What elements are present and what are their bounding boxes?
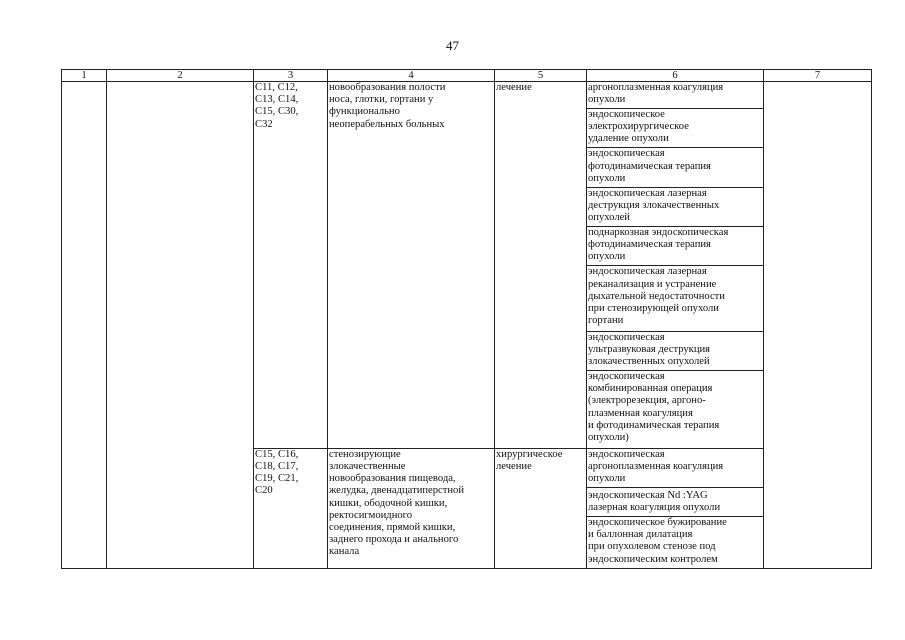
icd-codes-cell: С11, С12, С13, С14, С15, С30, С32 [254, 82, 328, 449]
method-cell: аргоноплазменная коагуляция опухоли [587, 82, 764, 109]
treatment-type-cell: лечение [495, 82, 587, 449]
method-cell: эндоскопическая Nd :YAG лазерная коагуляция опухоли [587, 488, 764, 517]
icd-codes-cell: С15, С16, С18, С17, С19, С21, С20 [254, 448, 328, 568]
column-number: 5 [495, 70, 587, 82]
method-cell: эндоскопическая комбинированная операция (электрорезекция, аргоно- плазменная коагуляция и фотодинамическая терапия опухоли) [587, 371, 764, 449]
method-cell: эндоскопическая ультразвуковая деструкция злокачественных опухолей [587, 331, 764, 370]
column-number: 6 [587, 70, 764, 82]
condition-cell: новообразования полости носа, глотки, гортани у функционально неоперабельных больных [328, 82, 495, 449]
method-cell: эндоскопическая лазерная реканализация и устранение дыхательной недостаточности при стенозирующей опухоли гортани [587, 266, 764, 331]
column-number: 4 [328, 70, 495, 82]
column-number: 2 [107, 70, 254, 82]
column-2-cell [107, 82, 254, 569]
method-cell: эндоскопическая аргоноплазменная коагуляция опухоли [587, 448, 764, 487]
column-number: 1 [62, 70, 107, 82]
method-cell: эндоскопическая лазерная деструкция злокачественных опухолей [587, 187, 764, 226]
condition-cell: стенозирующие злокачественные новообразования пищевода, желудка, двенадцатиперстной кишки, ободочной кишки, ректосигмоидного соединения, прямой кишки, заднего прохода и анального канала [328, 448, 495, 568]
treatment-type-cell: хирургическое лечение [495, 448, 587, 568]
page-number: 47 [446, 38, 459, 53]
column-number: 7 [764, 70, 872, 82]
procedures-table [61, 69, 872, 569]
column-number: 3 [254, 70, 328, 82]
column-1-cell [62, 82, 107, 569]
table-row [62, 82, 872, 109]
column-7-cell [764, 82, 872, 569]
column-number-row [62, 70, 872, 82]
method-cell: эндоскопическая фотодинамическая терапия опухоли [587, 148, 764, 187]
method-cell: поднаркозная эндоскопическая фотодинамическая терапия опухоли [587, 227, 764, 266]
method-cell: эндоскопическое электрохирургическое удаление опухоли [587, 108, 764, 147]
method-cell: эндоскопическое бужирование и баллонная дилатация при опухолевом стенозе под эндоскопическим контролем [587, 517, 764, 569]
